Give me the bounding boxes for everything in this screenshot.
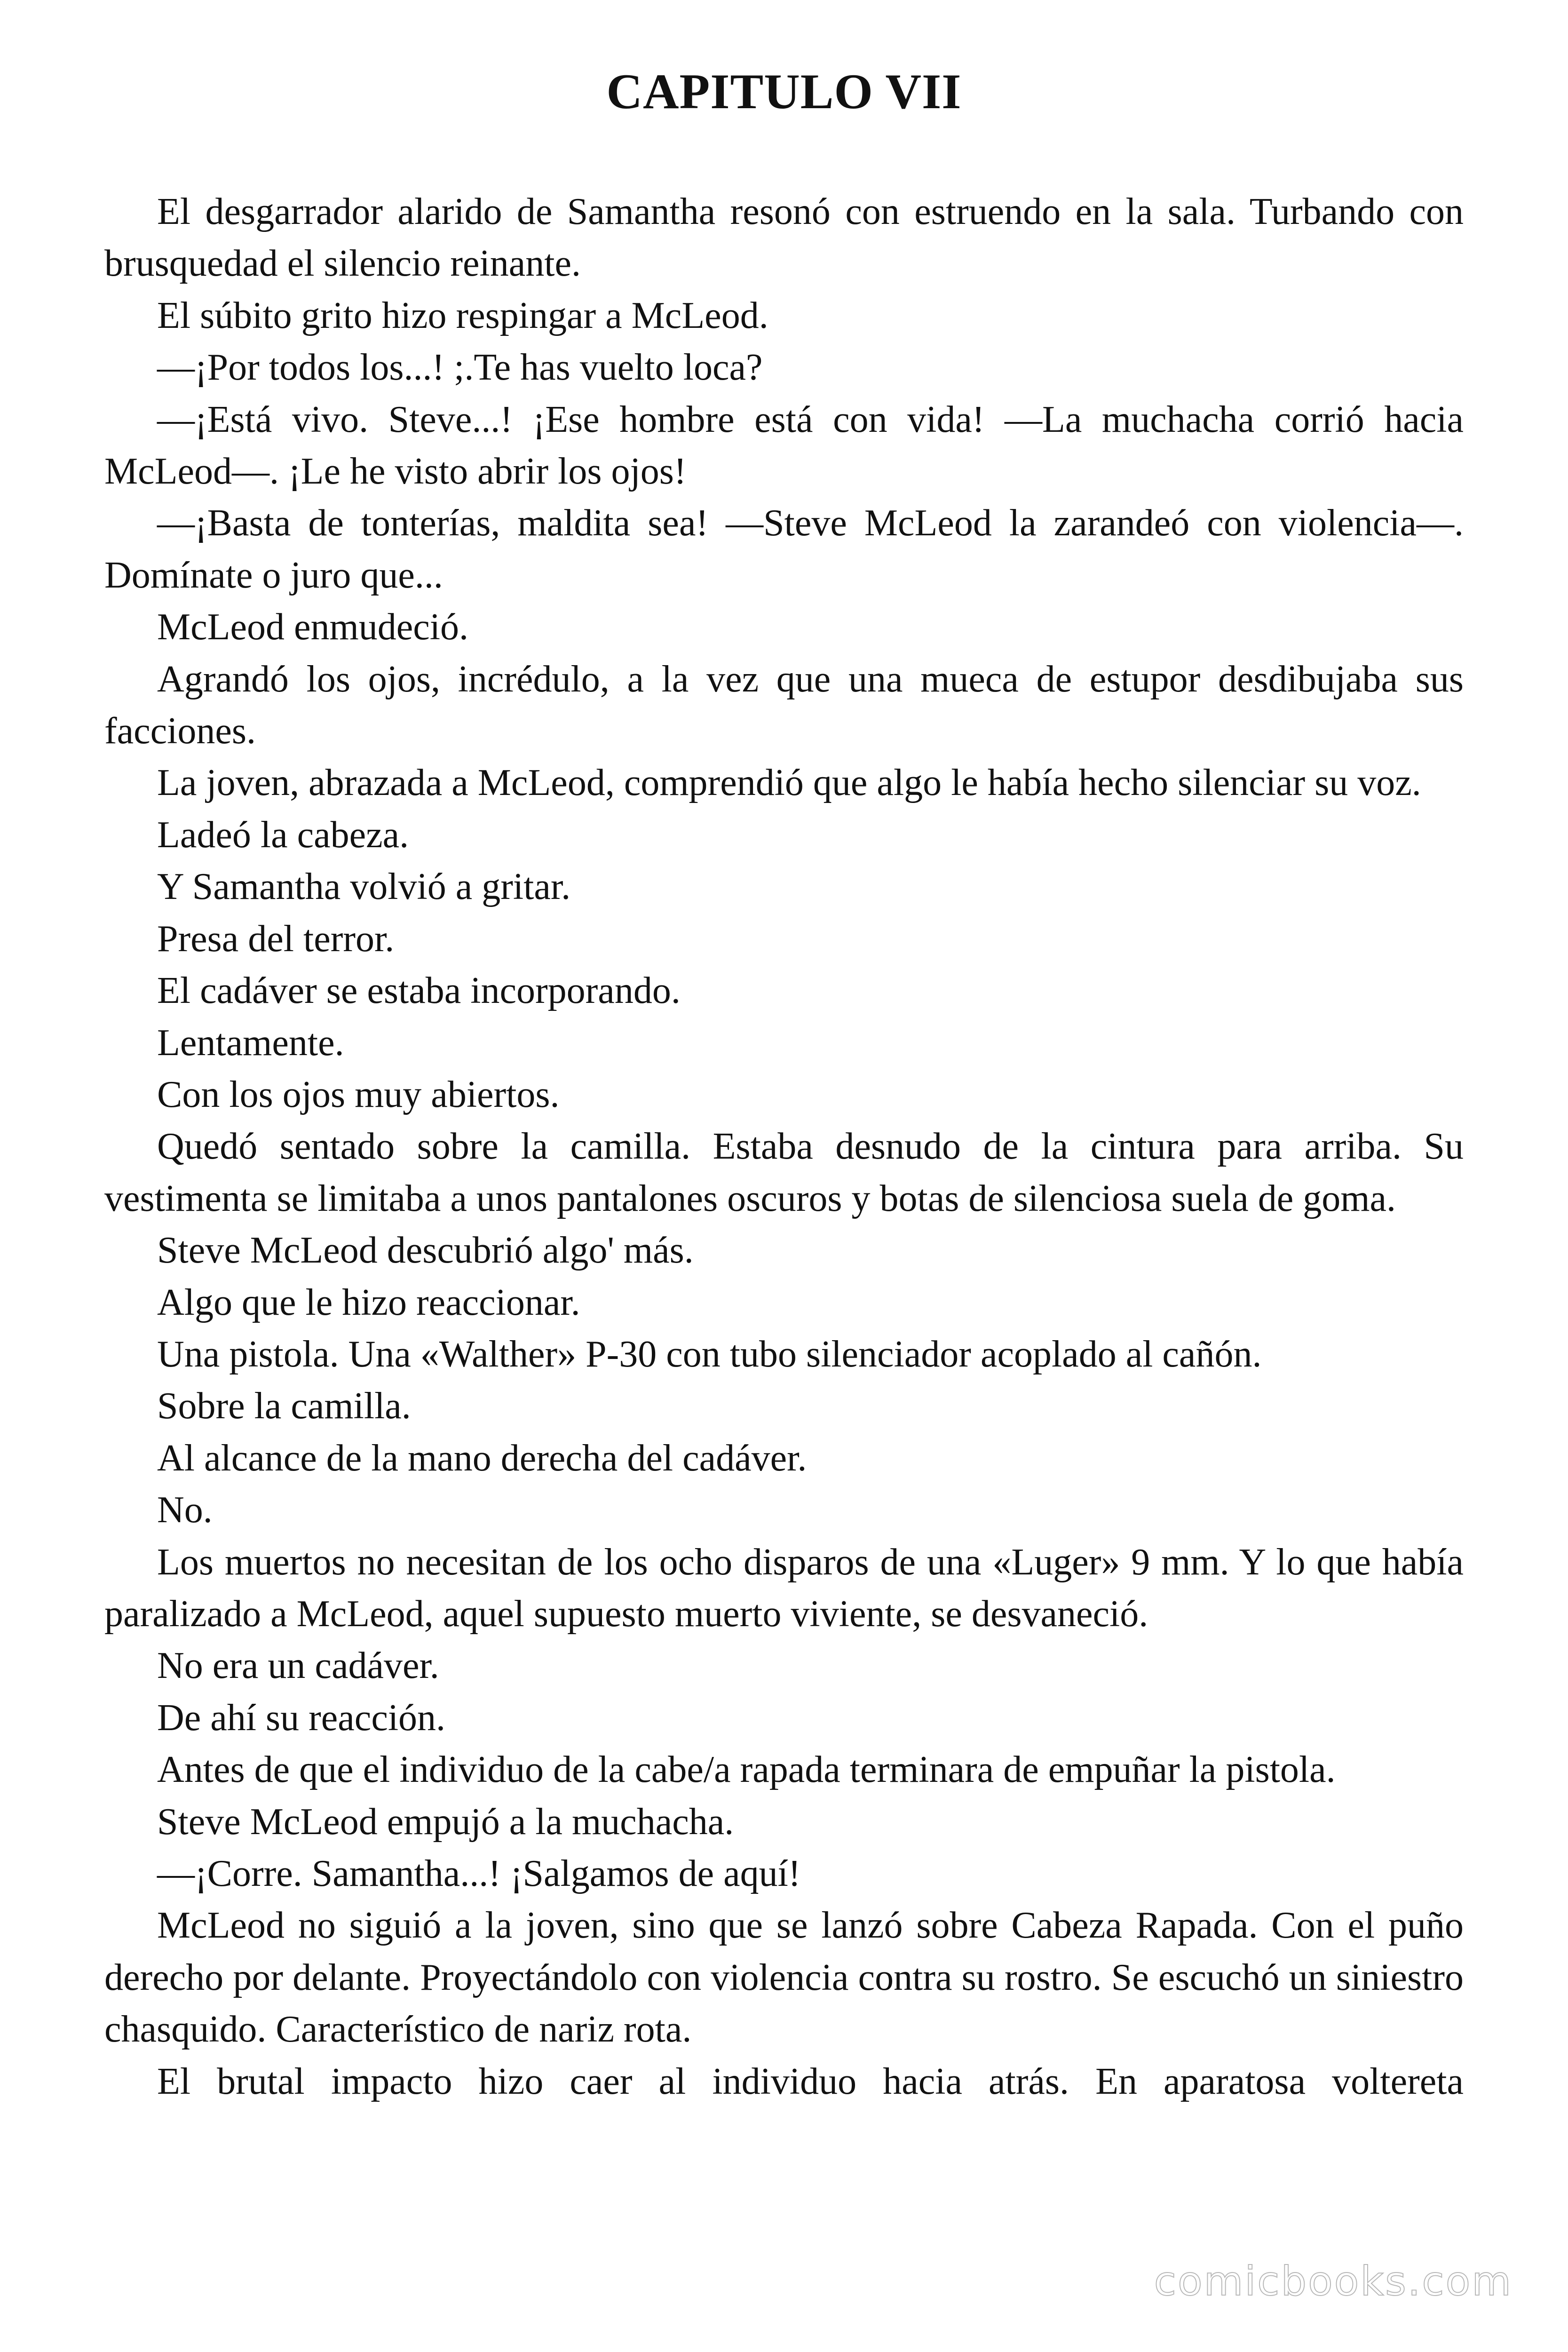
- paragraph: El cadáver se estaba incorporando.: [157, 970, 681, 1012]
- paragraph: —¡Está vivo. Steve...! ¡Ese hombre está con vida! —La muchacha corrió hacia McLeod—. ¡Le he visto abrir los ojos!: [104, 398, 1464, 493]
- paragraph: Quedó sentado sobre la camilla. Estaba desnudo de la cintura para arriba. Su vestimenta se limitaba a unos pantalones oscuros y botas de silenciosa suela de goma.: [104, 1126, 1464, 1219]
- paragraph: De ahí su reacción.: [157, 1697, 446, 1739]
- paragraph: Y Samantha volvió a gritar.: [157, 866, 571, 908]
- paragraph: McLeod enmudeció.: [157, 606, 468, 648]
- paragraph: Al alcance de la mano derecha del cadáver.: [157, 1437, 807, 1479]
- paragraph: Agrandó los ojos, incrédulo, a la vez que una mueca de estupor desdibujaba sus facciones.: [104, 658, 1464, 752]
- paragraph: —¡Basta de tonterías, maldita sea! —Steve McLeod la zarandeó con violencia—. Domínate o juro que...: [104, 502, 1464, 596]
- paragraph: Lentamente.: [157, 1022, 344, 1064]
- paragraph: El súbito grito hizo respingar a McLeod.: [157, 294, 768, 336]
- paragraph: Una pistola. Una «Walther» P-30 con tubo silenciador acoplado al cañón.: [157, 1333, 1262, 1375]
- paragraph: Presa del terror.: [157, 918, 395, 960]
- paragraph: El brutal impacto hizo caer al individuo hacia atrás. En aparatosa voltereta: [157, 2060, 1464, 2102]
- paragraph: Steve McLeod empujó a la muchacha.: [157, 1801, 734, 1843]
- paragraph: Sobre la camilla.: [157, 1385, 411, 1427]
- chapter-body: [104, 186, 1464, 2107]
- paragraph: Ladeó la cabeza.: [157, 814, 409, 856]
- paragraph: El desgarrador alarido de Samantha resonó con estruendo en la sala. Turbando con brusquedad el silencio reinante.: [104, 191, 1464, 285]
- paragraph: Algo que le hizo reaccionar.: [157, 1281, 580, 1323]
- paragraph: La joven, abrazada a McLeod, comprendió que algo le había hecho silenciar su voz.: [157, 762, 1421, 804]
- paragraph: McLeod no siguió a la joven, sino que se lanzó sobre Cabeza Rapada. Con el puño derecho por delante. Proyectándolo con violencia contra su rostro. Se escuchó un siniestro chasquido. Característico de nariz rota.: [104, 1905, 1464, 2050]
- paragraph: No era un cadáver.: [157, 1645, 439, 1687]
- paragraph: —¡Por todos los...! ;.Te has vuelto loca?: [157, 347, 763, 389]
- paragraph: Antes de que el individuo de la cabe/a rapada terminara de empuñar la pistola.: [157, 1749, 1336, 1791]
- paragraph: Con los ojos muy abiertos.: [157, 1073, 560, 1115]
- chapter-title: CAPITULO VII: [606, 64, 962, 119]
- paragraph: Steve McLeod descubrió algo' más.: [157, 1230, 694, 1271]
- paragraph: —¡Corre. Samantha...! ¡Salgamos de aquí!: [157, 1853, 801, 1894]
- watermark: comicbooks.com: [1150, 2258, 1516, 2305]
- paragraph: No.: [157, 1489, 213, 1531]
- paragraph: Los muertos no necesitan de los ocho disparos de una «Luger» 9 mm. Y lo que había paralizado a McLeod, aquel supuesto muerto viviente, se desvaneció.: [104, 1541, 1464, 1635]
